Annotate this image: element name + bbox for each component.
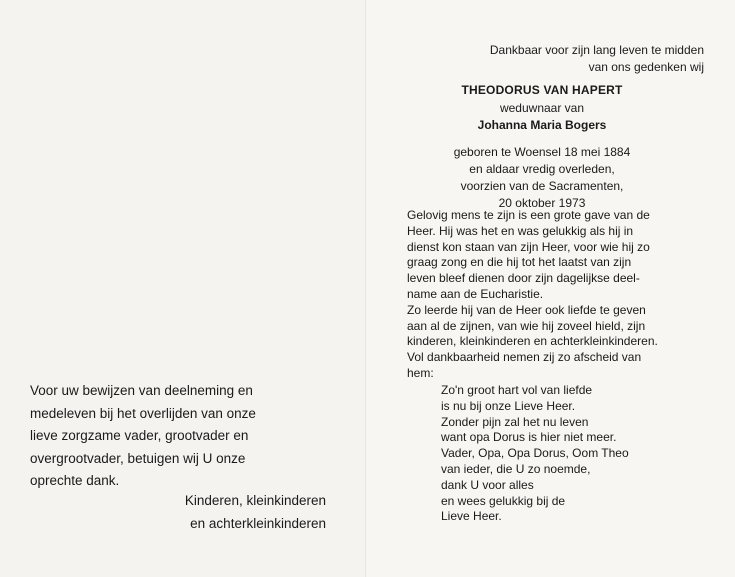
thanks-line: Voor uw bewijzen van deelneming en	[30, 383, 253, 398]
eulogy-line: hem:	[407, 365, 434, 380]
eulogy-line: kinderen, kleinkinderen en achterkleinkinderen.	[407, 334, 658, 349]
eulogy-text	[407, 208, 705, 382]
detail-line: en aldaar vredig overleden,	[469, 162, 615, 176]
deceased-name: THEODORUS VAN HAPERT	[461, 83, 623, 97]
remembrance-header	[380, 42, 704, 76]
eulogy-line: dienst kon staan van zijn Heer, voor wie hij zo	[407, 239, 650, 254]
thanks-line: oprechte dank.	[30, 473, 120, 488]
eulogy-line: Vol dankbaarheid nemen zij zo afscheid van	[407, 350, 642, 365]
thanks-paragraph	[30, 380, 326, 493]
poem-line: Zonder pijn zal het nu leven	[441, 414, 589, 429]
deceased-details	[380, 82, 704, 212]
family-signature	[30, 490, 326, 535]
eulogy-line: name aan de Eucharistie.	[407, 286, 544, 301]
detail-line: 20 oktober 1973	[498, 196, 586, 210]
header-line: van ons gedenken wij	[588, 60, 704, 74]
eulogy-line: Heer. Hij was het en was gelukkig als hij in	[407, 223, 634, 238]
poem-line: Zo'n groot hart vol van liefde	[441, 383, 593, 397]
signature-line: en achterkleinkinderen	[190, 515, 326, 531]
header-line: Dankbaar voor zijn lang leven te midden	[489, 43, 704, 57]
eulogy-line: Gelovig mens te zijn is een grote gave van de	[407, 208, 650, 222]
spouse-name: Johanna Maria Bogers	[477, 118, 607, 132]
eulogy-line: aan al de zijnen, van wie hij zoveel hield, zijn	[407, 318, 646, 333]
thanks-line: medeleven bij het overlijden van onze	[30, 405, 256, 421]
thanks-line: overgrootvader, betuigen wij U onze	[30, 450, 246, 466]
eulogy-line: Zo leerde hij van de Heer ook liefde te geven	[407, 302, 646, 317]
widower-label: weduwnaar van	[499, 101, 585, 115]
eulogy-line: graag zong en die hij tot het laatst van zijn	[407, 255, 632, 270]
thanks-line: lieve zorgzame vader, grootvader en	[30, 428, 249, 443]
eulogy-line: leven bleef dienen door zijn dagelijkse deel-	[407, 271, 640, 286]
poem-line: Lieve Heer.	[441, 509, 502, 524]
signature-line: Kinderen, kleinkinderen	[184, 493, 326, 508]
poem-line: van ieder, die U zo noemde,	[441, 461, 591, 476]
left-panel	[0, 0, 366, 577]
detail-line: geboren te Woensel 18 mei 1884	[453, 145, 631, 159]
poem	[441, 383, 681, 525]
poem-line: en wees gelukkig bij de	[441, 493, 566, 508]
poem-line: dank U voor alles	[441, 477, 534, 492]
poem-line: Vader, Opa, Opa Dorus, Oom Theo	[441, 446, 629, 461]
poem-line: want opa Dorus is hier niet meer.	[441, 430, 617, 445]
poem-line: is nu bij onze Lieve Heer.	[441, 398, 576, 413]
detail-line: voorzien van de Sacramenten,	[460, 179, 624, 193]
